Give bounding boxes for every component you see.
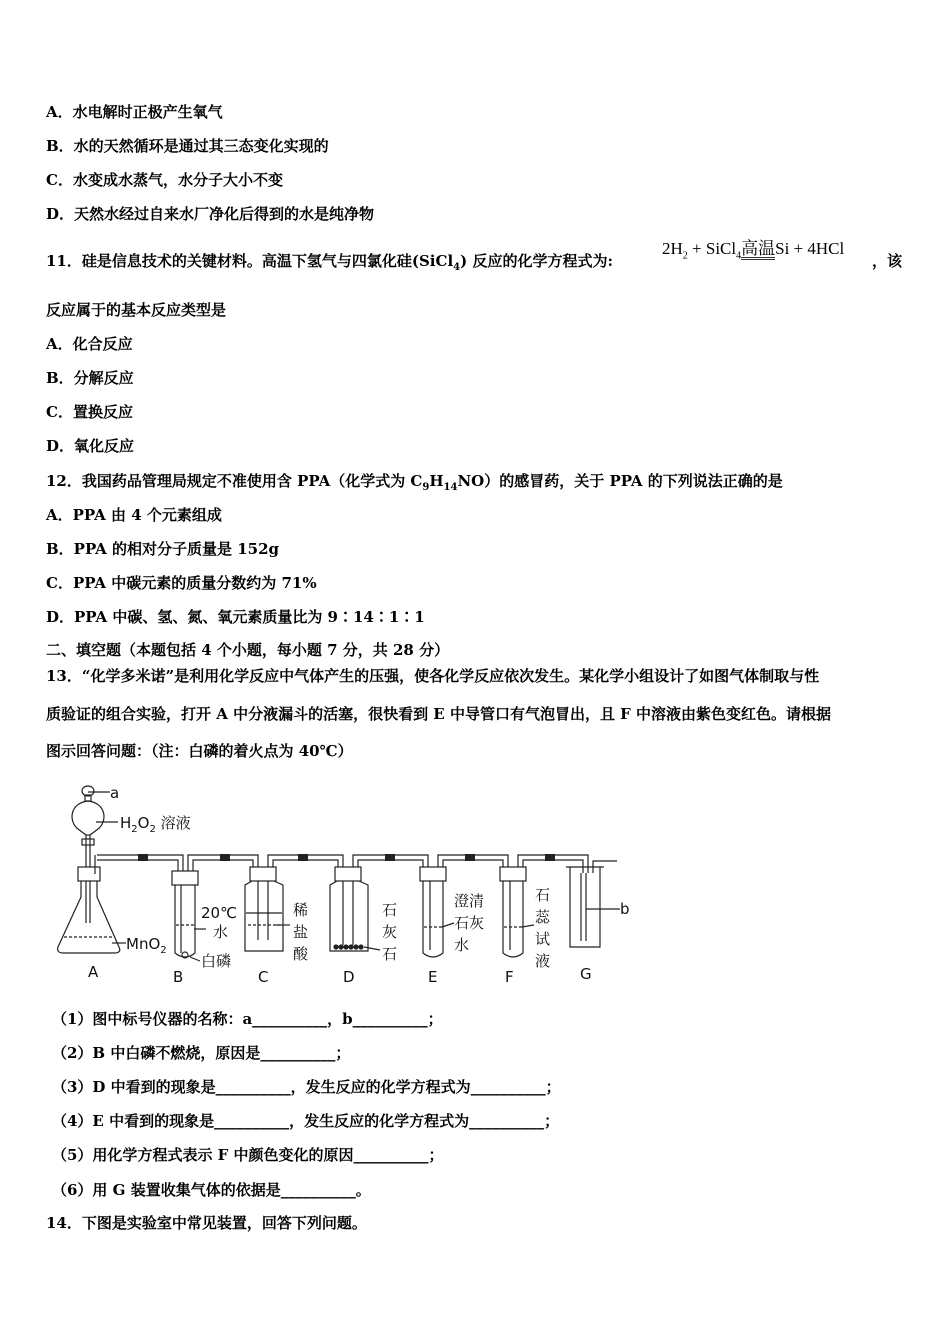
apparatus-diagram: [40, 775, 660, 990]
eq-condition: 高温: [741, 239, 776, 258]
q12-mid1: H: [429, 472, 444, 490]
label-acid-1: 稀: [293, 901, 309, 919]
q13-sub-6: （6）用 G 装置收集气体的依据是__________。: [52, 1181, 371, 1199]
label-acid-3: 酸: [293, 945, 309, 963]
q13-sub-1: （1）图中标号仪器的名称：a__________，b__________；: [52, 1010, 443, 1028]
q13-line3: 图示回答问题：（注：白磷的着火点为 40℃）: [46, 742, 353, 760]
q10-option-c: C．水变成水蒸气，水分子大小不变: [46, 171, 283, 189]
letter-a: A: [88, 963, 99, 981]
q11-stem-part1: 11．硅是信息技术的关键材料。高温下氢气与四氯化硅(SiCl: [46, 252, 454, 270]
q10-option-d: D．天然水经过自来水厂净化后得到的水是纯净物: [46, 205, 375, 223]
q11-option-b: B．分解反应: [46, 369, 134, 387]
mno2-sub: 2: [160, 945, 167, 956]
test-tube-e: [420, 867, 454, 957]
label-stone-2: 灰: [382, 923, 398, 941]
q12-option-b: B．PPA 的相对分子质量是 152g: [46, 540, 280, 558]
letter-f: F: [505, 968, 514, 986]
q12-option-d: D．PPA 中碳、氢、氮、氧元素质量比为 9∶14∶1∶1: [46, 608, 425, 626]
letter-c: C: [258, 968, 269, 986]
q13-sub-2: （2）B 中白磷不燃烧，原因是__________；: [52, 1044, 351, 1062]
q12-option-a: A．PPA 由 4 个元素组成: [46, 506, 222, 524]
label-lime-2: 石灰: [454, 914, 485, 932]
q13-sub-4: （4）E 中看到的现象是__________，发生反应的化学方程式为__________；: [52, 1112, 560, 1130]
q13-line2: 质验证的组合实验，打开 A 中分液漏斗的活塞，很快看到 E 中导管口有气泡冒出，且 F 中溶液由紫色变红色。请根据: [46, 705, 832, 723]
section2-title: 二、填空题（本题包括 4 个小题，每小题 7 分，共 28 分）: [46, 641, 450, 659]
label-b-temp: 20℃: [201, 904, 237, 922]
q11-stem-tail: ，该: [872, 252, 903, 270]
label-b-water: 水: [213, 923, 229, 941]
q10-option-b: B．水的天然循环是通过其三态变化实现的: [46, 137, 329, 155]
bottle-c: [245, 867, 290, 951]
q13-line1: 13．“化学多米诺”是利用化学反应中气体产生的压强，使各化学反应依次发生。某化学小组设计了如图气体制取与性: [46, 667, 820, 685]
q11-stem: [46, 251, 613, 278]
letter-e: E: [428, 968, 438, 986]
q11-option-a: A．化合反应: [46, 335, 133, 353]
label-stone-3: 石: [382, 945, 398, 963]
label-b-bailin: 白磷: [201, 952, 232, 970]
conical-flask: [58, 855, 130, 953]
h2o2-sub2: 2: [149, 824, 156, 835]
q12-option-c: C．PPA 中碳元素的质量分数约为 71%: [46, 574, 317, 592]
q10-option-a: A．水电解时正极产生氧气: [46, 103, 223, 121]
eq-left-sub: 2: [682, 250, 688, 262]
label-litmus-2: 蕊: [535, 908, 551, 926]
h2o2-pre: H: [120, 814, 132, 832]
label-a: a: [110, 784, 120, 802]
q11-option-d: D．氧化反应: [46, 437, 135, 455]
eq-plus: + SiCl: [687, 239, 737, 258]
label-b: b: [620, 900, 630, 918]
letter-d: D: [343, 968, 355, 986]
connecting-tubes: [130, 855, 617, 873]
q12-sub1: 9: [422, 482, 430, 493]
letter-b: B: [173, 968, 184, 986]
label-stone-1: 石: [382, 901, 398, 919]
q11-stem-line2: 反应属于的基本反应类型是: [46, 301, 227, 319]
bottle-d: [330, 867, 380, 951]
letter-g: G: [580, 965, 592, 983]
h2o2-post: 溶液: [155, 814, 191, 832]
q12-stem-b: NO）的感冒药，关于 PPA 的下列说法正确的是: [457, 472, 783, 490]
h2o2-sub1: 2: [131, 824, 138, 835]
label-mno2: [126, 935, 167, 956]
q11-option-c: C．置换反应: [46, 403, 133, 421]
label-acid-2: 盐: [293, 923, 309, 941]
label-litmus-3: 试: [535, 930, 551, 948]
h2o2-mid: O: [137, 814, 150, 832]
label-litmus-1: 石: [535, 886, 551, 904]
label-lime-3: 水: [454, 936, 470, 954]
mno2-pre: MnO: [126, 935, 161, 953]
q14-stem: 14．下图是实验室中常见装置，回答下列问题。: [46, 1214, 367, 1232]
eq-left: 2H: [662, 239, 683, 258]
label-lime-1: 澄清: [454, 892, 485, 910]
q11-equation: [662, 239, 844, 261]
q12-stem: [46, 471, 783, 498]
q11-stem-sub: 4: [453, 262, 461, 273]
q12-stem-a: 12．我国药品管理局规定不准使用含 PPA（化学式为 C: [46, 472, 423, 490]
q11-stem-part2: ) 反应的化学方程式为:: [460, 252, 613, 270]
q13-sub-5: （5）用化学方程式表示 F 中颜色变化的原因__________；: [52, 1146, 444, 1164]
eq-plus-sub: 4: [736, 250, 742, 262]
q12-sub2: 14: [443, 482, 458, 493]
eq-right: Si + 4HCl: [775, 239, 845, 258]
gas-jar-g: [566, 867, 620, 947]
test-tube-f: [500, 867, 534, 957]
label-h2o2: [120, 814, 191, 835]
label-litmus-4: 液: [535, 952, 551, 970]
q13-sub-3: （3）D 中看到的现象是__________，发生反应的化学方程式为__________；: [52, 1078, 561, 1096]
